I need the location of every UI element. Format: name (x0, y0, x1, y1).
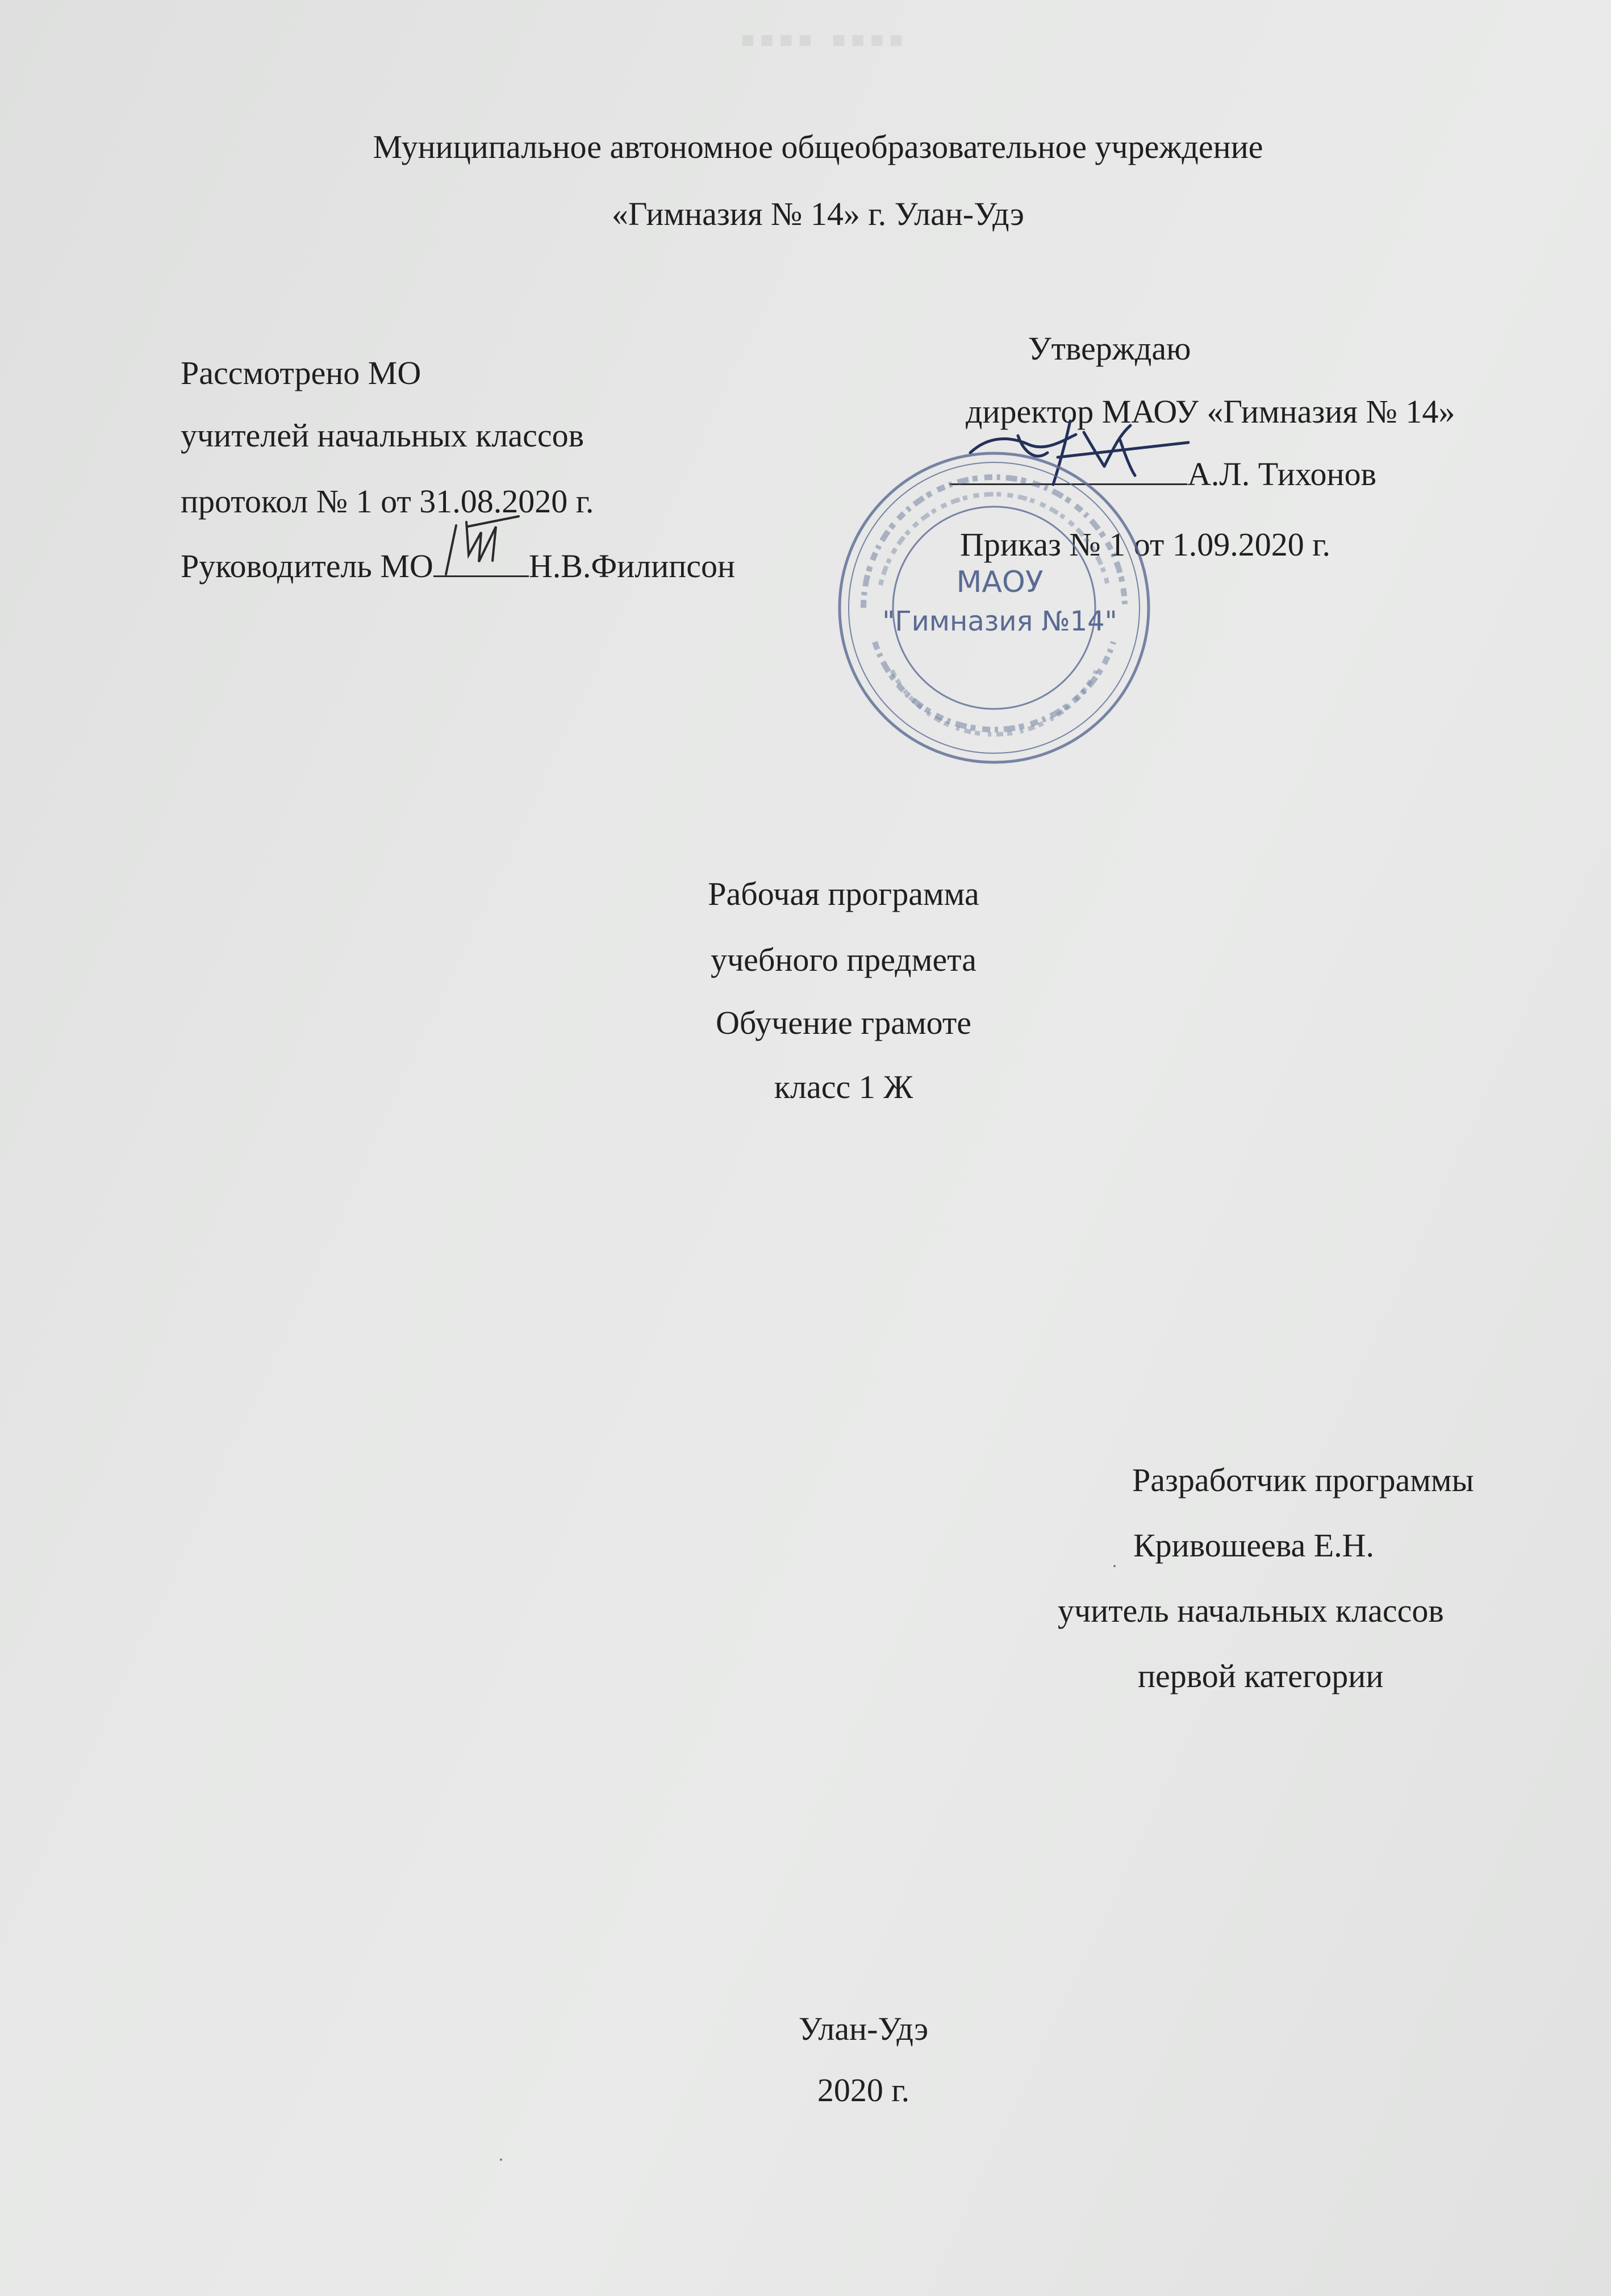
considered-line-1: Рассмотрено МО (181, 354, 421, 391)
footer-city: Улан-Удэ (798, 2010, 929, 2047)
head-label: Руководитель МО (181, 548, 433, 585)
stamp-graphic (829, 443, 1159, 773)
approval-director-title: директор МАОУ «Гимназия № 14» (966, 393, 1455, 430)
developer-category: первой категории (1138, 1658, 1384, 1694)
developer-line-1: Разработчик программы (1132, 1462, 1474, 1498)
title-line-4: класс 1 Ж (774, 1068, 913, 1105)
title-line-1: Рабочая программа (708, 875, 979, 912)
considered-protocol: протокол № 1 от 31.08.2020 г. (181, 483, 594, 520)
scan-speck (1113, 1565, 1116, 1567)
institution-line-2: «Гимназия № 14» г. Улан-Удэ (612, 195, 1024, 232)
stamp-center-line-2: "Гимназия №14" (882, 606, 1117, 637)
scan-speck (500, 2159, 502, 2161)
approval-order: Приказ № 1 от 1.09.2020 г. (960, 526, 1331, 563)
title-line-3: Обучение грамоте (716, 1004, 971, 1041)
bleed-through-marks: ▪▪▪▪ ▪▪▪▪ (740, 17, 908, 66)
head-signature-scribble (433, 515, 529, 578)
head-name: Н.В.Филипсон (528, 548, 736, 585)
title-line-2: учебного предмета (710, 941, 977, 978)
developer-name: Кривошеева Е.Н. (1133, 1527, 1375, 1564)
approval-line-1: Утверждаю (1028, 330, 1191, 367)
developer-position: учитель начальных классов (1058, 1592, 1444, 1629)
official-stamp (829, 443, 1159, 773)
institution-line-1: Муниципальное автономное общеобразовательное учреждение (373, 128, 1263, 165)
considered-head-line (181, 550, 735, 583)
footer-year: 2020 г. (817, 2072, 910, 2109)
director-name: А.Л. Тихонов (1187, 456, 1376, 492)
head-signature-line (433, 570, 529, 577)
considered-line-2: учителей начальных классов (181, 417, 585, 454)
stamp-center-line-1: МАОУ (956, 565, 1044, 599)
